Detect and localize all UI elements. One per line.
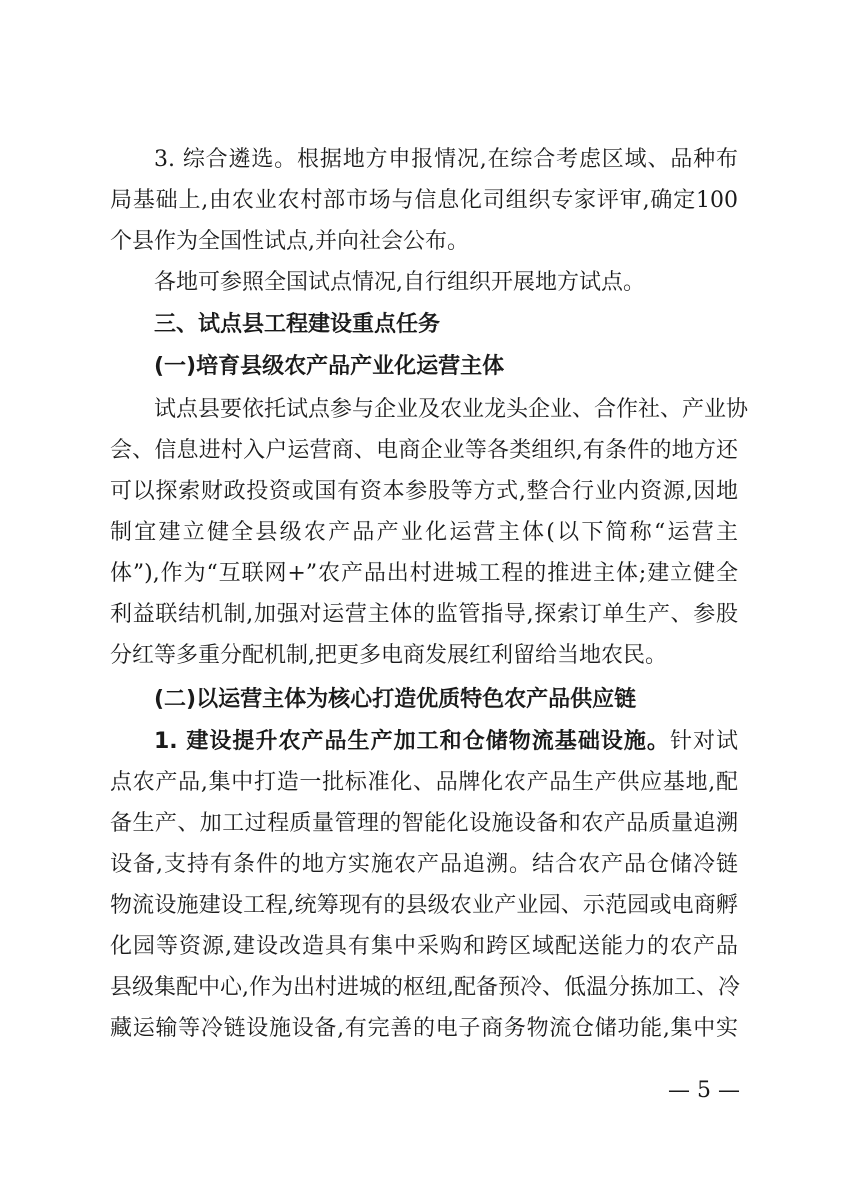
- paragraph2-line-1: [154, 729, 738, 755]
- paragraph2-line-3: 备生产、加工过程质量管理的智能化设施设备和农产品质量追溯: [110, 811, 738, 836]
- paragraph1-line-3: 可以探索财政投资或国有资本参股等方式,整合行业内资源,因地: [110, 479, 738, 504]
- paragraph1-line-7: 分红等多重分配机制,把更多电商发展红利留给当地农民。: [110, 643, 667, 668]
- subsection-heading-one: (一)培育县级农产品产业化运营主体: [154, 354, 505, 379]
- paragraph2-lead: 1. 建设提升农产品生产加工和仓储物流基础设施。: [154, 729, 670, 754]
- item3-text: 根据地方申报情况,在综合考虑区域、品种布: [297, 147, 738, 172]
- paragraph1-line-5: 体”),作为“互联网+”农产品出村进城工程的推进主体;建立健全: [110, 561, 738, 586]
- paragraph2-line-5: 物流设施建设工程,统筹现有的县级农业产业园、示范园或电商孵: [110, 893, 738, 918]
- subsection-heading-two: (二)以运营主体为核心打造优质特色农产品供应链: [154, 687, 637, 712]
- item3-line-3: 个县作为全国性试点,并向社会公布。: [110, 229, 469, 254]
- item3-line-2: 局基础上,由农业农村部市场与信息化司组织专家评审,确定100: [110, 188, 738, 213]
- paragraph1-line-1: 试点县要依托试点参与企业及农业龙头企业、合作社、产业协: [154, 397, 749, 422]
- paragraph1-line-6: 利益联结机制,加强对运营主体的监管指导,探索订单生产、参股: [110, 602, 738, 627]
- paragraph2-line-8: 藏运输等冷链设施设备,有完善的电子商务物流仓储功能,集中实: [110, 1016, 738, 1041]
- paragraph2-line-7: 县级集配中心,作为出村进城的枢纽,配备预冷、低温分拣加工、冷: [110, 975, 740, 1000]
- paragraph2-line-6: 化园等资源,建设改造具有集中采购和跨区域配送能力的农产品: [110, 934, 738, 959]
- local-pilot-paragraph: 各地可参照全国试点情况,自行组织开展地方试点。: [154, 270, 645, 295]
- section-heading-three: 三、试点县工程建设重点任务: [154, 312, 441, 337]
- item3-label: 3. 综合遴选。: [154, 147, 298, 172]
- item3-line-1: [154, 147, 738, 173]
- paragraph1-line-2: 会、信息进村入户运营商、电商企业等各类组织,有条件的地方还: [110, 438, 738, 463]
- paragraph1-line-4: 制宜建立健全县级农产品产业化运营主体(以下简称“运营主: [110, 520, 738, 545]
- page-number: — 5 —: [668, 1078, 740, 1103]
- paragraph2-line-2: 点农产品,集中打造一批标准化、品牌化农产品生产供应基地,配: [110, 770, 738, 795]
- paragraph2-line-4: 设备,支持有条件的地方实施农产品追溯。结合农产品仓储冷链: [110, 852, 738, 877]
- paragraph2-line-1-rest: 针对试: [669, 729, 738, 754]
